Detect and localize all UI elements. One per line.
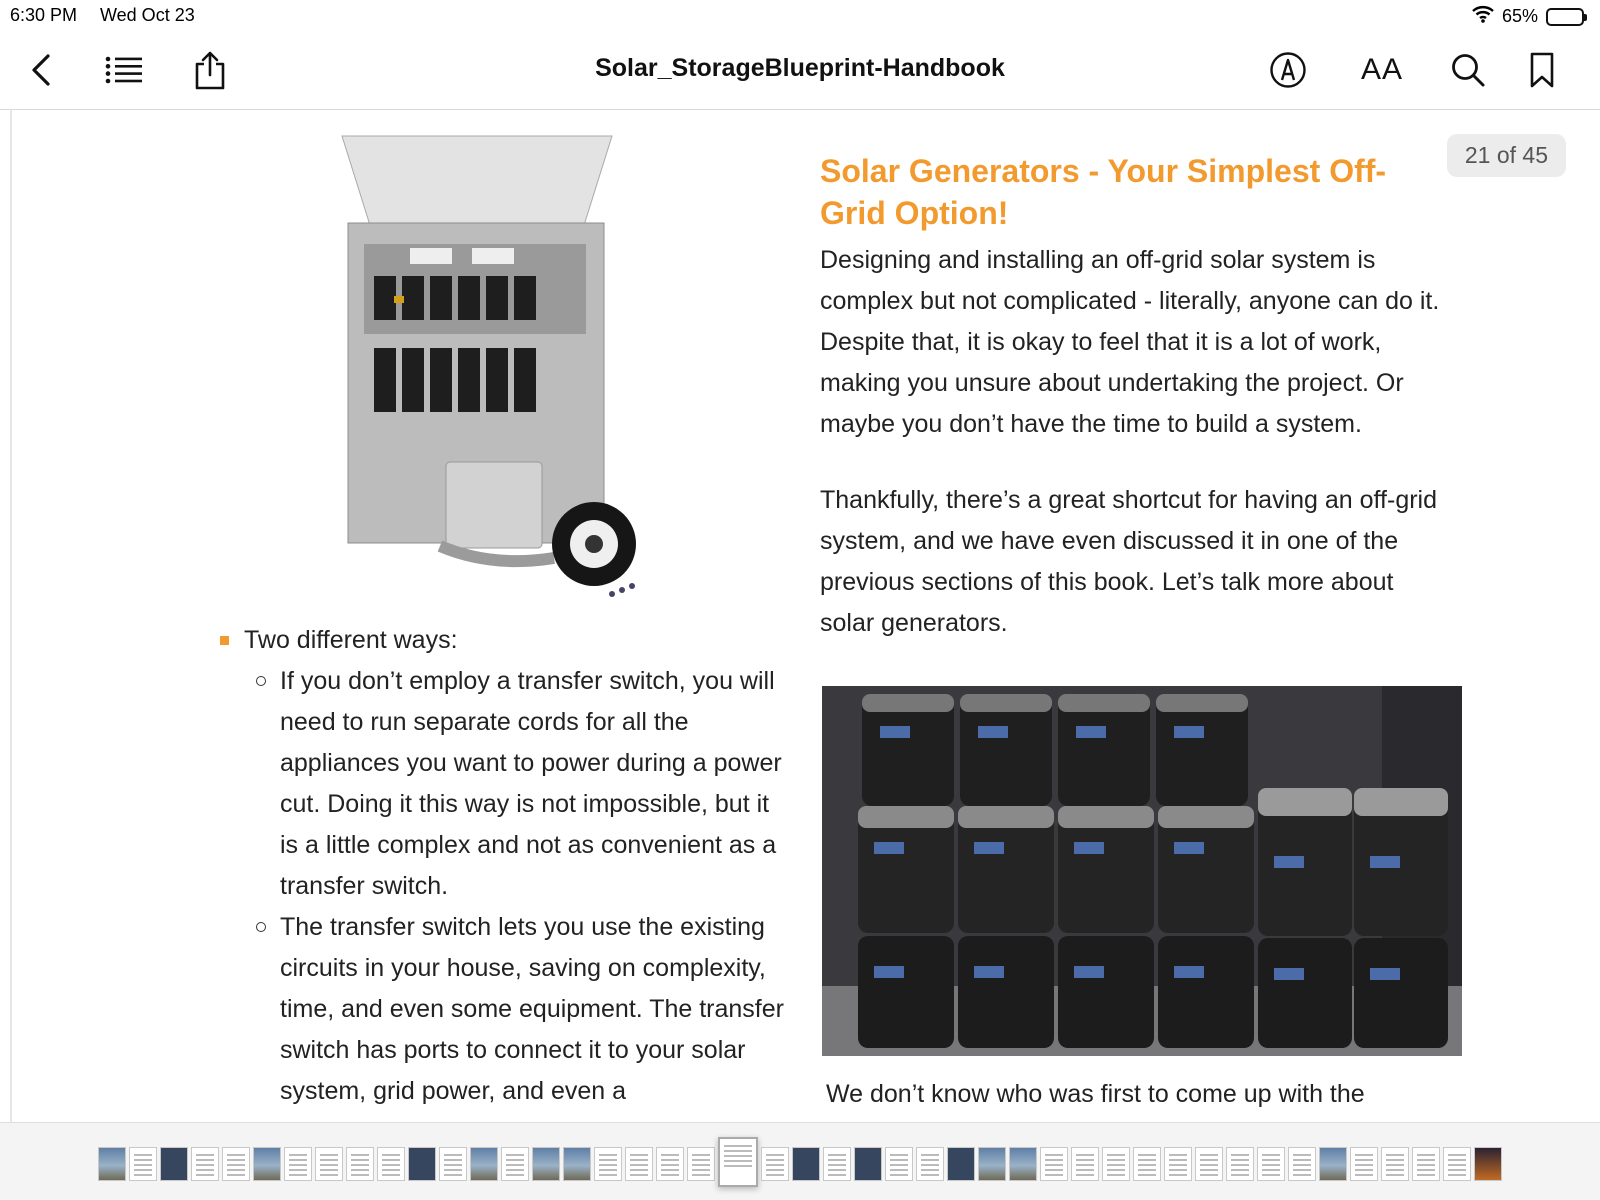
page-thumbnail[interactable] [346,1147,374,1181]
page-thumbnail[interactable] [656,1147,684,1181]
page-thumbnail[interactable] [1102,1147,1130,1181]
page-thumbnail[interactable] [854,1147,882,1181]
markup-button[interactable] [1266,48,1310,92]
text-size-icon: AA [1360,53,1404,86]
page-thumbnail[interactable] [792,1147,820,1181]
page-thumbnail[interactable] [1257,1147,1285,1181]
page-thumbnail[interactable] [916,1147,944,1181]
search-icon [1450,52,1486,88]
section-heading: Solar Generators - Your Simplest Off-Grid Option! [820,153,1387,231]
page-thumbnail[interactable] [1195,1147,1223,1181]
page-thumbnail[interactable] [947,1147,975,1181]
sub-bullet-item [202,907,792,1112]
square-bullet-icon [220,636,229,645]
page-thumbnail-scrubber[interactable] [0,1122,1600,1200]
page-thumbnail[interactable] [978,1147,1006,1181]
page-thumbnail[interactable] [1164,1147,1192,1181]
sub-bullet-text: If you don’t employ a transfer switch, you will need to run separate cords for all the appliances you want to power during a power cut. Doing it this way is not impossible, but it is a little complex and not as convenient as a transfer switch. [280,667,782,900]
page-thumbnail[interactable] [761,1147,789,1181]
table-of-contents-button[interactable] [102,48,146,92]
circle-bullet-icon [256,676,266,686]
bullet-item [202,620,792,661]
page-thumbnail[interactable] [1288,1147,1316,1181]
page-thumbnail[interactable] [532,1147,560,1181]
page-thumbnail[interactable] [377,1147,405,1181]
share-icon [193,50,227,90]
page-thumbnail[interactable] [1226,1147,1254,1181]
back-button[interactable] [20,48,64,92]
status-indicators [1472,5,1584,28]
page-thumbnail[interactable] [1381,1147,1409,1181]
page-thumbnail[interactable] [501,1147,529,1181]
status-bar [0,0,1600,30]
search-button[interactable] [1446,48,1490,92]
page-thumbnail[interactable] [563,1147,591,1181]
circle-bullet-icon [256,922,266,932]
sub-bullet-text: The transfer switch lets you use the existing circuits in your house, saving on complexity, time, and even some equipment. The transfer switch has ports to connect it to your solar system, grid power, and even a [280,913,784,1105]
thumbnail-list [98,1147,1502,1187]
page-thumbnail[interactable] [439,1147,467,1181]
transfer-switch-bullets [202,620,792,1112]
page-thumbnail[interactable] [253,1147,281,1181]
transfer-switch-image [322,128,662,608]
markup-icon [1269,51,1307,89]
paragraph: We don’t know who was first to come up with the [826,1080,1365,1108]
status-time: 6:30 PM [10,5,78,25]
back-icon [28,53,56,87]
battery-percent: 65% [1501,6,1538,26]
page-thumbnail[interactable] [222,1147,250,1181]
page-thumbnail[interactable] [315,1147,343,1181]
text-size-button[interactable] [1356,48,1408,92]
page-thumbnail[interactable] [284,1147,312,1181]
page-thumbnail[interactable] [625,1147,653,1181]
page-thumbnail[interactable] [594,1147,622,1181]
page-thumbnail[interactable] [470,1147,498,1181]
paragraph: Designing and installing an off-grid solar system is complex but not complicated - literally, anyone can do it. Despite that, it is okay to feel that it is a lot of work, making you unsure about undertaking the project. Or maybe you don’t have the time to build a system. [820,246,1440,438]
solar-generators-photo [822,686,1462,1056]
page-thumbnail[interactable] [129,1147,157,1181]
page-thumbnail[interactable] [160,1147,188,1181]
page-thumbnail[interactable] [885,1147,913,1181]
page-indicator: 21 of 45 [1447,134,1566,177]
page-thumbnail[interactable] [191,1147,219,1181]
page-thumbnail[interactable] [1474,1147,1502,1181]
page-thumbnail[interactable] [1350,1147,1378,1181]
book-page[interactable] [10,110,1590,1122]
page-thumbnail[interactable] [1133,1147,1161,1181]
sub-bullet-item [202,661,792,907]
page-thumbnail[interactable] [687,1147,715,1181]
share-button[interactable] [188,48,232,92]
page-thumbnail[interactable] [1412,1147,1440,1181]
page-thumbnail-current[interactable] [718,1137,758,1187]
page-thumbnail[interactable] [1443,1147,1471,1181]
page-thumbnail[interactable] [1071,1147,1099,1181]
battery-icon [1546,8,1584,26]
page-thumbnail[interactable] [1009,1147,1037,1181]
page-thumbnail[interactable] [1040,1147,1068,1181]
table-of-contents-icon [105,56,143,84]
page-thumbnail[interactable] [823,1147,851,1181]
page-thumbnail[interactable] [98,1147,126,1181]
bookmark-icon [1528,51,1556,89]
status-date: Wed Oct 23 [100,5,195,25]
reader-toolbar [0,30,1600,110]
page-thumbnail[interactable] [408,1147,436,1181]
paragraph: Thankfully, there’s a great shortcut for having an off-grid system, and we have even discussed it in one of the previous sections of this book. Let’s talk more about solar generators. [820,486,1438,637]
bookmark-button[interactable] [1520,48,1564,92]
bullet-text: Two different ways: [244,626,458,654]
wifi-icon [1472,5,1494,28]
document-title: Solar_StorageBlueprint-Handbook [595,54,1005,82]
page-thumbnail[interactable] [1319,1147,1347,1181]
